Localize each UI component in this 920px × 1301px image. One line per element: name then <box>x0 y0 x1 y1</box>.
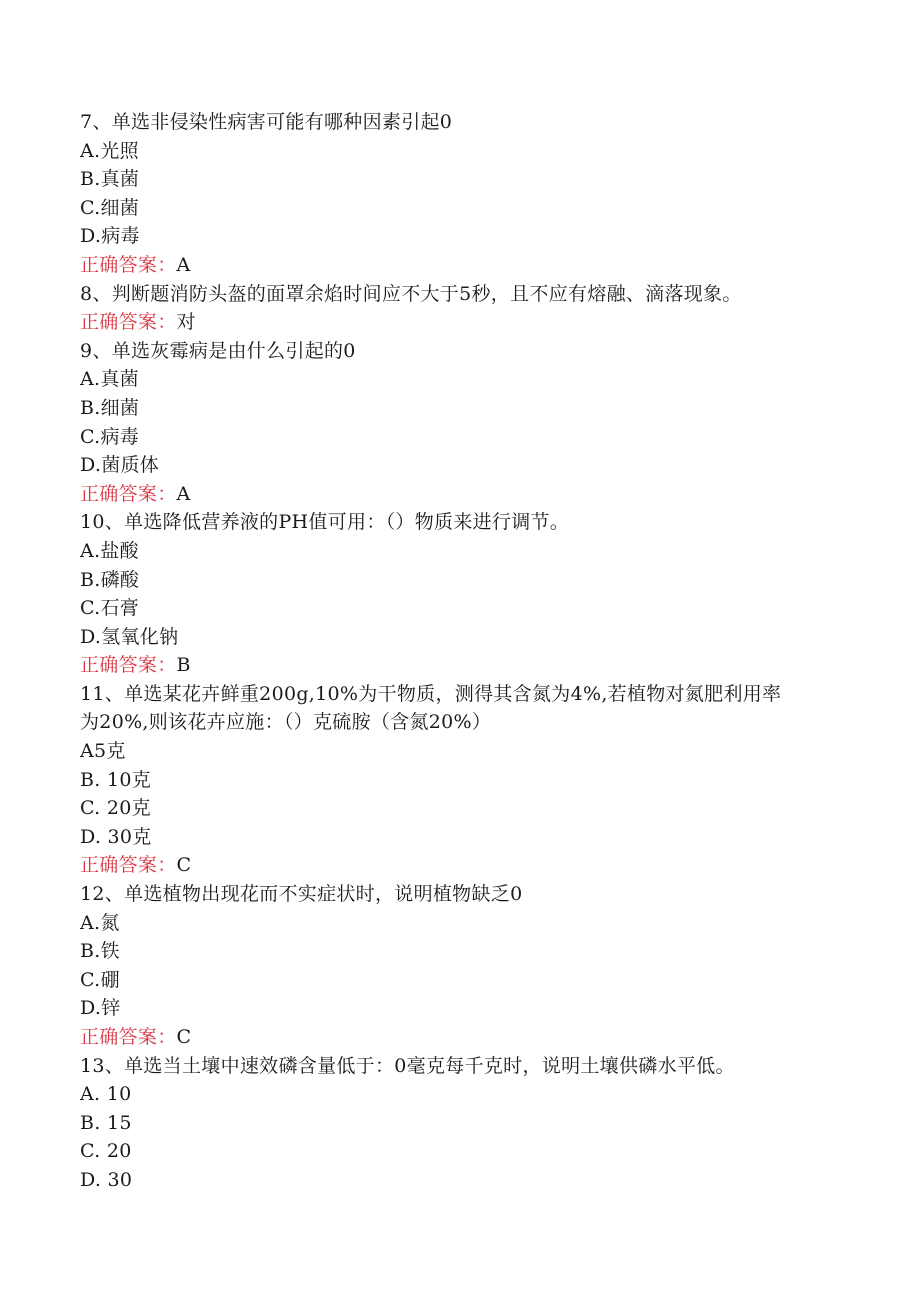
question-11 <box>80 680 840 880</box>
option-d: D.氢氧化钠 <box>80 625 179 648</box>
correct-answer <box>80 251 840 280</box>
option-d: D.锌 <box>80 997 121 1020</box>
answer-label: 正确答案： <box>80 1026 177 1048</box>
question-text: 7、单选非侵染性病害可能有哪种因素引起0 <box>80 111 453 133</box>
question-7 <box>80 108 840 280</box>
correct-answer <box>80 480 840 509</box>
question-list <box>80 108 840 1195</box>
answer-label: 正确答案： <box>80 253 177 276</box>
question-text: 13、单选当土壤中速效磷含量低于：0毫克每千克时，说明土壤供磷水平低。 <box>80 1054 735 1077</box>
answer-value: 对 <box>176 311 196 334</box>
option-b: B. 15 <box>80 1111 132 1134</box>
option-a: A5克 <box>80 740 126 763</box>
question-text: 9、单选灰霉病是由什么引起的0 <box>80 339 356 362</box>
correct-answer <box>80 308 840 337</box>
question-text-line-1: 11、单选某花卉鲜重200g,10%为干物质，测得其含氮为4%,若植物对氮肥利用率 <box>80 682 782 705</box>
option-b: B. 10克 <box>80 768 152 791</box>
option-d: D. 30克 <box>80 825 152 848</box>
option-c: C.硼 <box>80 968 120 991</box>
option-a: A. 10 <box>80 1083 132 1106</box>
question-text: 8、判断题消防头盔的面罩余焰时间应不大于5秒，且不应有熔融、滴落现象。 <box>80 282 742 305</box>
answer-label: 正确答案： <box>80 311 177 334</box>
question-10 <box>80 508 840 680</box>
option-a: A.盐酸 <box>80 539 139 562</box>
question-text-line-2: 为20%,则该花卉应施：（）克硫胺（含氮20%） <box>80 711 492 734</box>
option-d: D.病毒 <box>80 225 140 248</box>
correct-answer <box>80 651 840 680</box>
option-b: B.真菌 <box>80 168 140 191</box>
question-text: 10、单选降低营养液的PH值可用：（）物质来进行调节。 <box>80 511 570 534</box>
option-b: B.铁 <box>80 940 120 963</box>
option-b: B.细菌 <box>80 396 140 419</box>
answer-value: B <box>176 654 191 677</box>
question-9 <box>80 337 840 509</box>
option-b: B.磷酸 <box>80 568 140 591</box>
answer-value: C <box>176 854 192 877</box>
answer-value: A <box>176 253 191 276</box>
option-c: C.病毒 <box>80 425 140 448</box>
option-c: C.石膏 <box>80 597 140 620</box>
option-a: A.光照 <box>80 139 139 162</box>
option-c: C.细菌 <box>80 196 140 219</box>
answer-label: 正确答案： <box>80 654 177 677</box>
question-12 <box>80 880 840 1052</box>
answer-value: C <box>176 1026 192 1048</box>
option-d: D.菌质体 <box>80 454 160 477</box>
answer-label: 正确答案： <box>80 854 177 877</box>
option-d: D. 30 <box>80 1168 133 1191</box>
question-13 <box>80 1052 840 1195</box>
question-text: 12、单选植物出现花而不实症状时，说明植物缺乏0 <box>80 883 523 906</box>
option-a: A.氮 <box>80 911 120 934</box>
option-c: C. 20克 <box>80 797 151 820</box>
option-a: A.真菌 <box>80 368 139 391</box>
question-8 <box>80 280 840 337</box>
correct-answer <box>80 1023 840 1052</box>
correct-answer <box>80 851 840 880</box>
option-c: C. 20 <box>80 1140 132 1163</box>
answer-label: 正确答案： <box>80 482 177 505</box>
answer-value: A <box>176 482 191 505</box>
